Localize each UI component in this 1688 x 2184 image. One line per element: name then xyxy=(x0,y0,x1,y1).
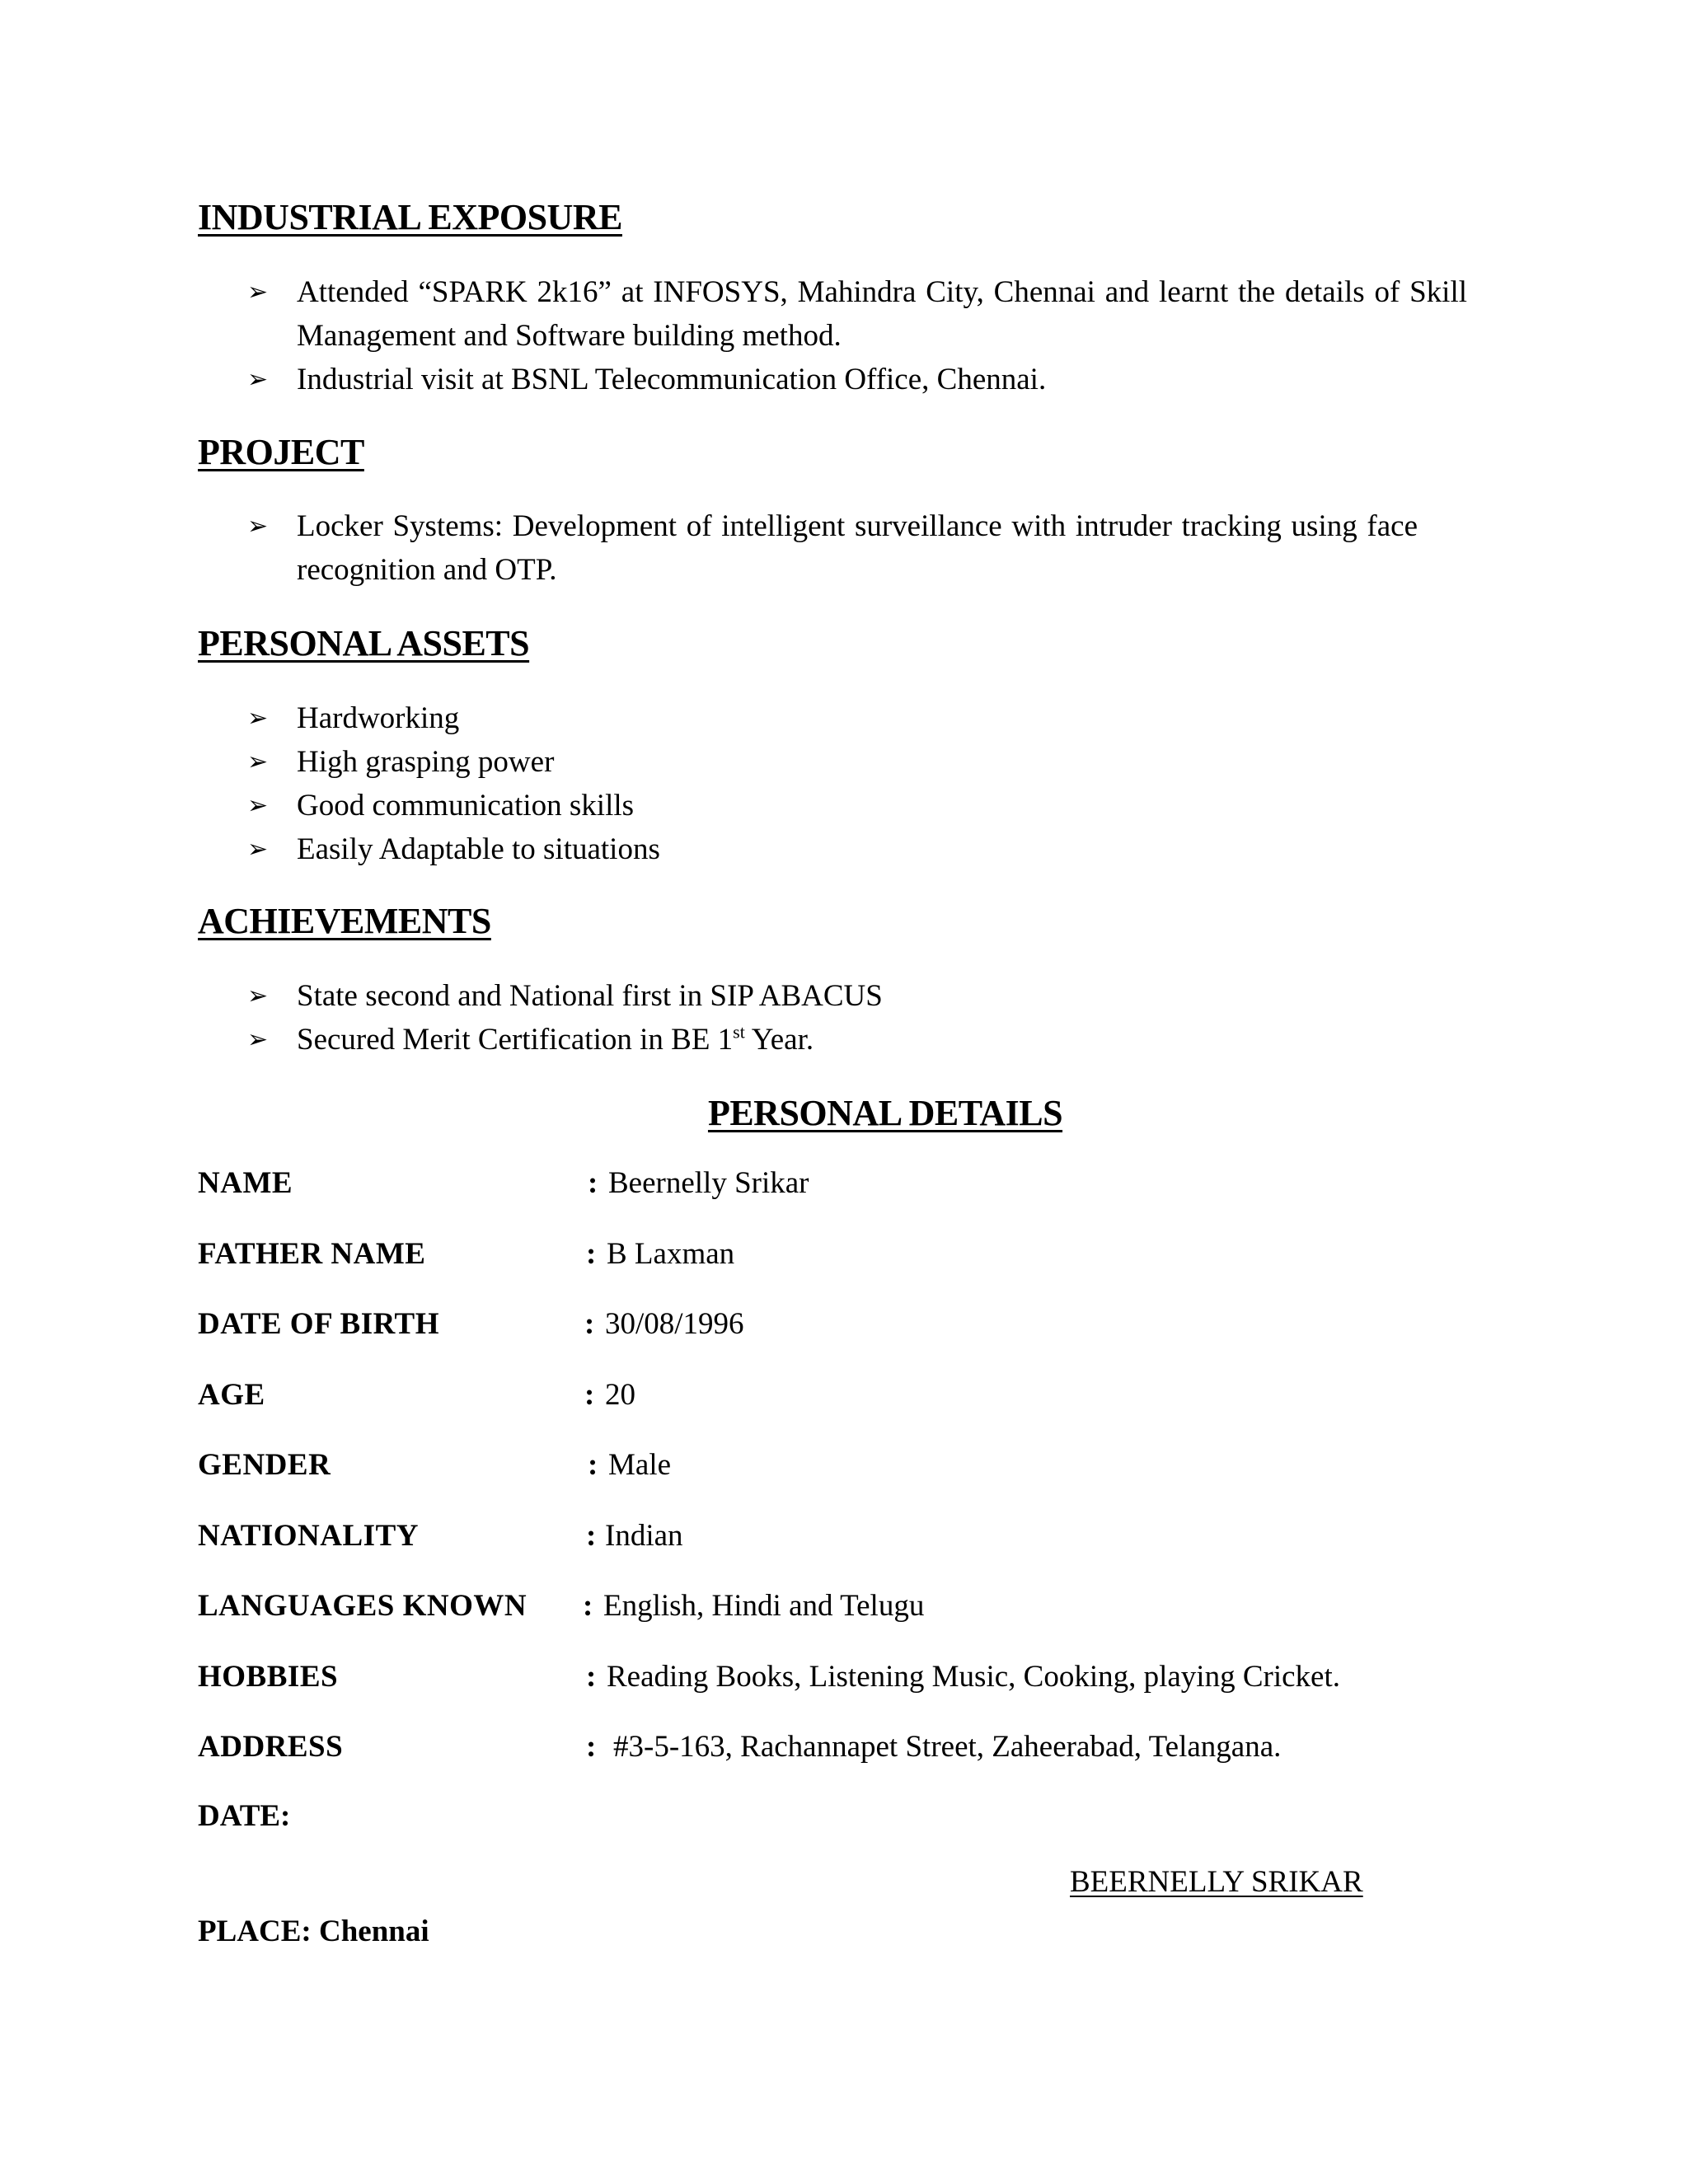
detail-value: #3-5-163, Rachannapet Street, Zaheerabad, Telangana. xyxy=(613,1730,1282,1764)
arrow-bullet-icon: ➢ xyxy=(247,365,269,394)
detail-colon: : xyxy=(586,1237,597,1271)
detail-label: ADDRESS xyxy=(198,1730,344,1764)
place-label: PLACE: Chennai xyxy=(198,1915,429,1948)
detail-value: B Laxman xyxy=(607,1237,735,1271)
list-item-text: Locker Systems: Development of intelligent surveillance with intruder tracking using face recognition and OTP. xyxy=(297,509,1418,587)
detail-row-hobbies xyxy=(198,1659,1517,1700)
detail-colon: : xyxy=(586,1660,597,1694)
detail-label: FATHER NAME xyxy=(198,1237,426,1271)
detail-label: HOBBIES xyxy=(198,1660,339,1694)
detail-label: AGE xyxy=(198,1378,265,1412)
detail-row-father-name xyxy=(198,1236,1517,1277)
detail-value: English, Hindi and Telugu xyxy=(603,1589,925,1623)
list-item-text: High grasping power xyxy=(297,745,555,779)
list-item xyxy=(247,1018,1467,1062)
achievements-list xyxy=(247,974,1467,1062)
detail-row-name xyxy=(198,1165,1517,1207)
detail-colon: : xyxy=(586,1730,597,1764)
arrow-bullet-icon: ➢ xyxy=(247,1025,269,1054)
list-item xyxy=(247,974,1467,1018)
list-item xyxy=(247,358,1467,401)
detail-label: DATE OF BIRTH xyxy=(198,1307,440,1341)
detail-value: Indian xyxy=(605,1519,683,1553)
arrow-bullet-icon: ➢ xyxy=(247,835,269,864)
detail-row-languages-known xyxy=(198,1588,1517,1629)
project-heading: PROJECT xyxy=(198,432,364,472)
arrow-bullet-icon: ➢ xyxy=(247,278,269,307)
detail-value: Male xyxy=(608,1448,672,1482)
detail-row-age xyxy=(198,1377,1517,1418)
signature-name: BEERNELLY SRIKAR xyxy=(1070,1865,1363,1899)
arrow-bullet-icon: ➢ xyxy=(247,704,269,733)
arrow-bullet-icon: ➢ xyxy=(247,791,269,820)
detail-colon: : xyxy=(584,1307,595,1341)
personal-assets-heading: PERSONAL ASSETS xyxy=(198,623,530,663)
detail-value: 20 xyxy=(605,1378,635,1412)
detail-colon: : xyxy=(588,1166,598,1200)
list-item-text: Industrial visit at BSNL Telecommunication Office, Chennai. xyxy=(297,363,1047,396)
arrow-bullet-icon: ➢ xyxy=(247,982,269,1010)
detail-label: LANGUAGES KNOWN xyxy=(198,1589,528,1623)
detail-value: Reading Books, Listening Music, Cooking, playing Cricket. xyxy=(607,1660,1340,1694)
merit-superscript: st xyxy=(733,1021,745,1043)
list-item-text: Good communication skills xyxy=(297,789,635,823)
detail-row-date-of-birth xyxy=(198,1306,1517,1347)
detail-label: NATIONALITY xyxy=(198,1519,419,1553)
detail-colon: : xyxy=(586,1519,597,1553)
achievements-heading: ACHIEVEMENTS xyxy=(198,901,491,941)
industrial-exposure-heading: INDUSTRIAL EXPOSURE xyxy=(198,197,622,237)
list-item xyxy=(247,784,1467,827)
list-item xyxy=(247,504,1418,592)
arrow-bullet-icon: ➢ xyxy=(247,512,269,541)
detail-label: GENDER xyxy=(198,1448,331,1482)
industrial-exposure-list xyxy=(247,270,1467,401)
list-item-text: State second and National first in SIP ABACUS xyxy=(297,979,883,1013)
arrow-bullet-icon: ➢ xyxy=(247,748,269,776)
detail-row-gender xyxy=(198,1447,1517,1488)
personal-details-heading: PERSONAL DETAILS xyxy=(707,1093,1063,1133)
list-item xyxy=(247,740,1467,784)
merit-suffix: Year. xyxy=(744,1023,814,1057)
detail-row-nationality xyxy=(198,1518,1517,1559)
detail-value: 30/08/1996 xyxy=(605,1307,744,1341)
list-item-text xyxy=(297,1018,1467,1062)
list-item xyxy=(247,270,1467,358)
list-item xyxy=(247,696,1467,740)
detail-colon: : xyxy=(588,1448,598,1482)
list-item xyxy=(247,827,1467,871)
detail-colon: : xyxy=(583,1589,593,1623)
detail-value: Beernelly Srikar xyxy=(608,1166,809,1200)
project-list xyxy=(247,504,1418,592)
date-label: DATE: xyxy=(198,1799,291,1833)
merit-text: Secured Merit Certification in BE 1 xyxy=(297,1023,734,1057)
detail-label: NAME xyxy=(198,1166,293,1200)
personal-assets-list xyxy=(247,696,1467,871)
list-item-text: Easily Adaptable to situations xyxy=(297,832,660,866)
detail-colon: : xyxy=(584,1378,595,1412)
list-item-text: Hardworking xyxy=(297,701,460,735)
list-item-text: Attended “SPARK 2k16” at INFOSYS, Mahindra City, Chennai and learnt the details of Skill Management and Software building method. xyxy=(297,275,1467,353)
detail-row-address xyxy=(198,1729,1517,1770)
